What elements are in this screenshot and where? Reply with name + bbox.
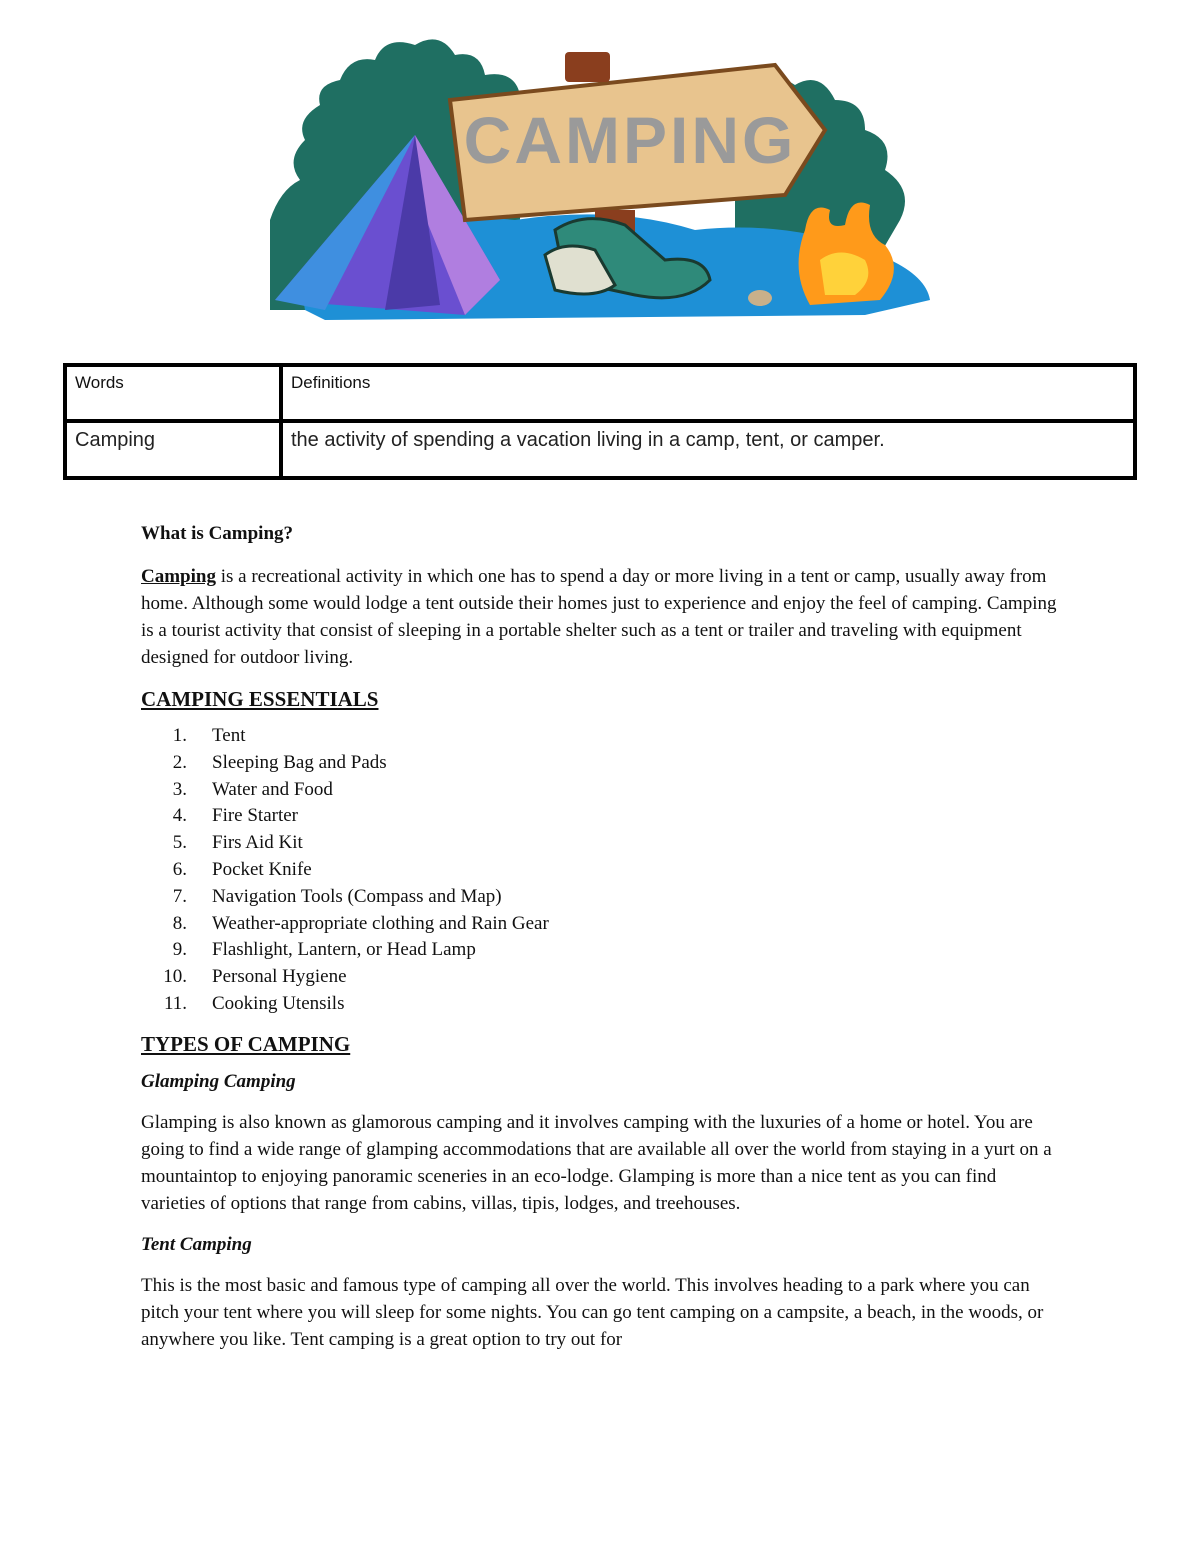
essentials-list	[141, 723, 1061, 1018]
list-item: 9. Flashlight, Lantern, or Head Lamp	[172, 939, 476, 961]
types-heading: TYPES OF CAMPING	[141, 1031, 351, 1056]
definition-cell: the activity of spending a vacation living in a camp, tent, or camper.	[281, 421, 1135, 478]
list-item: 4. Fire Starter	[172, 805, 299, 827]
intro-question: What is Camping?	[141, 523, 294, 544]
intro-text: is a recreational activity in which one has to spend a day or more living in a tent or camp, usually away from home. Although some would lodge a tent outside their homes just to experience and enjoy the feel of camping. Camping is a tourist activity that consist of sleeping in a portable shelter such as a tent or trailer and traveling with equipment designed for outdoor living.	[141, 566, 1057, 668]
essentials-heading: CAMPING ESSENTIALS	[141, 687, 379, 711]
word-cell: Camping	[65, 421, 281, 478]
list-item: 11. Cooking Utensils	[163, 992, 345, 1014]
list-item: 10. Personal Hygiene	[163, 966, 347, 988]
table-header-row	[65, 365, 1135, 421]
list-item: 7. Navigation Tools (Compass and Map)	[172, 885, 502, 907]
list-item: 5. Firs Aid Kit	[172, 832, 303, 854]
intro-term: Camping	[141, 566, 216, 587]
document-body	[141, 520, 1061, 1367]
list-item: 1. Tent	[172, 725, 246, 746]
vocabulary-table	[63, 363, 1137, 480]
list-item: 2. Sleeping Bag and Pads	[172, 751, 387, 773]
list-item: 3. Water and Food	[172, 778, 333, 800]
tent-camping-title: Tent Camping	[141, 1233, 252, 1255]
table-row	[65, 421, 1135, 478]
banner-title: CAMPING	[463, 103, 797, 177]
tent-camping-paragraph: This is the most basic and famous type of camping all over the world. This involves heading to a park where you can pitch your tent where you will sleep for some nights. You can go tent camping on a campsite, a beach, in the woods, or anywhere you like. Tent camping is a great option to try out for	[141, 1274, 1044, 1350]
list-item: 6. Pocket Knife	[172, 858, 312, 880]
header-definitions: Definitions	[281, 365, 1135, 421]
list-item: 8. Weather-appropriate clothing and Rain Gear	[172, 912, 549, 934]
glamping-title: Glamping Camping	[141, 1070, 296, 1092]
glamping-paragraph: Glamping is also known as glamorous camping and it involves camping with the luxuries of a home or hotel. You are going to find a wide range of glamping accommodations that are available all over the world from staying in a yurt on a mountaintop to enjoying panoramic sceneries in an eco-lodge. Glamping is more than a nice tent as you can find varieties of options that range from cabins, villas, tipis, lodges, and treehouses.	[141, 1111, 1052, 1214]
intro-paragraph	[141, 563, 1061, 671]
header-words: Words	[65, 365, 281, 421]
